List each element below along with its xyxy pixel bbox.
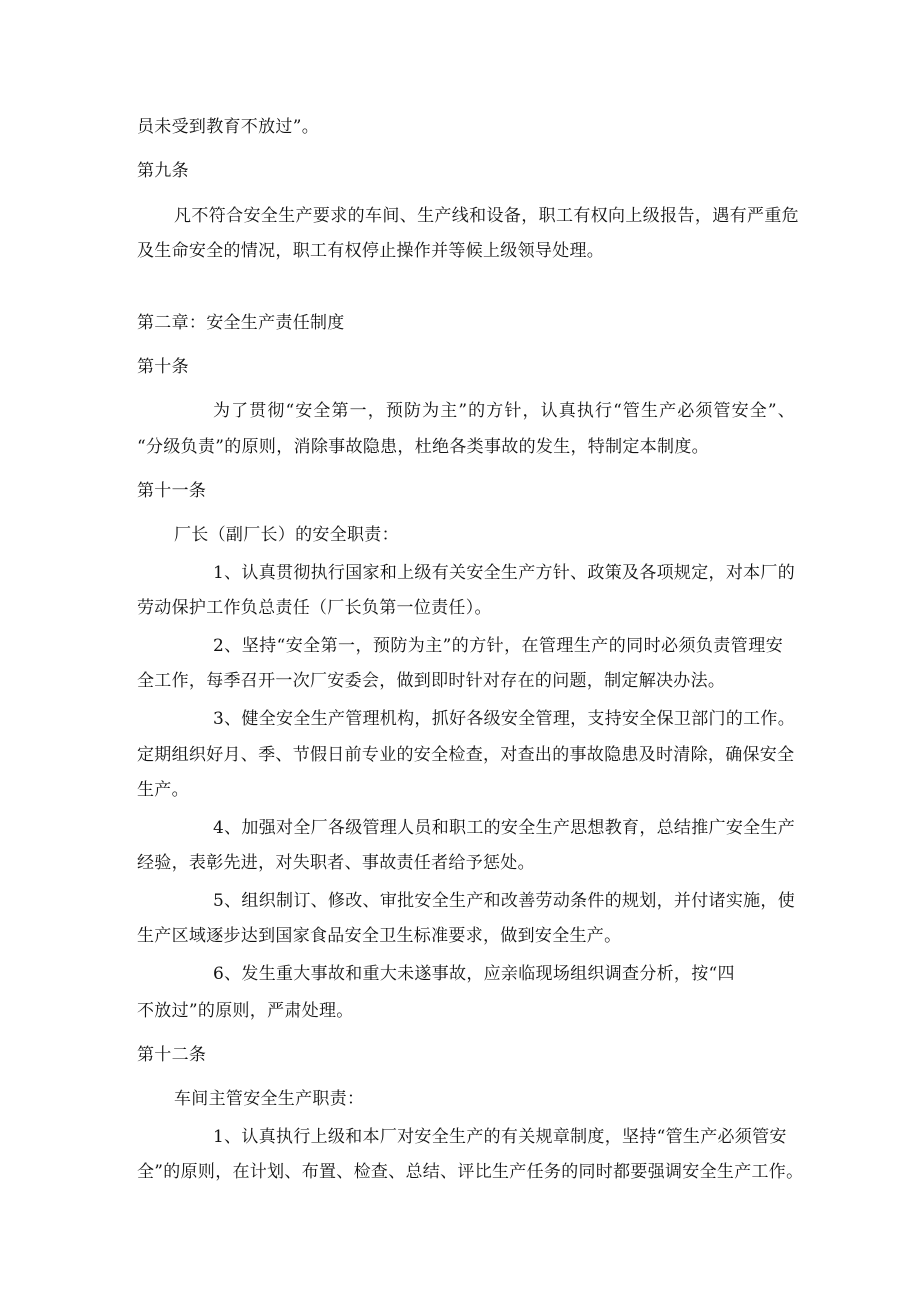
paragraph-line: 4、加强对全厂各级管理人员和职工的安全生产思想教育，总结推广安全生产 (213, 818, 796, 838)
paragraph-line: 劳动保护工作负总责任（厂长负第一位责任）。 (137, 598, 492, 618)
article-heading-9: 第九条 (137, 161, 189, 181)
paragraph-line: 5、组织制订、修改、审批安全生产和改善劳动条件的规划，并付诸实施，使 (213, 891, 796, 911)
paragraph-line: 3、健全安全生产管理机构，抓好各级安全管理，支持安全保卫部门的工作。 (213, 709, 796, 729)
paragraph-line: 全”的原则，在计划、布置、检查、总结、评比生产任务的同时都要强调安全生产工作。 (137, 1162, 804, 1182)
paragraph-line: 员未受到教育不放过”。 (137, 117, 319, 137)
paragraph-line: 及生命安全的情况，职工有权停止操作并等候上级领导处理。 (137, 241, 605, 261)
article-heading-10: 第十条 (137, 357, 189, 377)
paragraph-line: 不放过”的原则，严肃处理。 (137, 1001, 354, 1021)
paragraph-line: 全工作，每季召开一次厂安委会，做到即时针对存在的问题，制定解决办法。 (137, 671, 726, 691)
paragraph-line: 厂长（副厂长）的安全职责： (174, 525, 399, 545)
paragraph-line: 为了贯彻“安全第一，预防为主”的方针，认真执行“管生产必须管安全”、 (213, 401, 795, 421)
article-heading-11: 第十一条 (137, 481, 207, 501)
paragraph-line: 车间主管安全生产职责： (174, 1089, 365, 1109)
paragraph-line: 定期组织好月、季、节假日前专业的安全检查，对查出的事故隐患及时清除，确保安全 (137, 745, 795, 765)
paragraph-line: 生产区域逐步达到国家食品安全卫生标准要求，做到安全生产。 (137, 926, 622, 946)
paragraph-line: 1、认真贯彻执行国家和上级有关安全生产方针、政策及各项规定，对本厂的 (213, 563, 796, 583)
paragraph-line: 2、坚持“安全第一，预防为主”的方针，在管理生产的同时必须负责管理安 (213, 636, 783, 656)
paragraph-line: 6、发生重大事故和重大未遂事故，应亲临现场组织调查分析，按“四 (213, 964, 735, 984)
paragraph-line: 经验，表彰先进，对失职者、事故责任者给予惩处。 (137, 853, 535, 873)
paragraph-line: 1、认真执行上级和本厂对安全生产的有关规章制度，坚持“管生产必须管安 (213, 1127, 787, 1147)
chapter-heading-2: 第二章：安全生产责任制度 (137, 313, 345, 333)
article-heading-12: 第十二条 (137, 1045, 207, 1065)
paragraph-line: 生产。 (137, 780, 189, 800)
paragraph-line: 凡不符合安全生产要求的车间、生产线和设备，职工有权向上级报告，遇有严重危 (174, 206, 799, 226)
paragraph-line: “分级负责”的原则，消除事故隐患，杜绝各类事故的发生，特制定本制度。 (137, 437, 709, 457)
